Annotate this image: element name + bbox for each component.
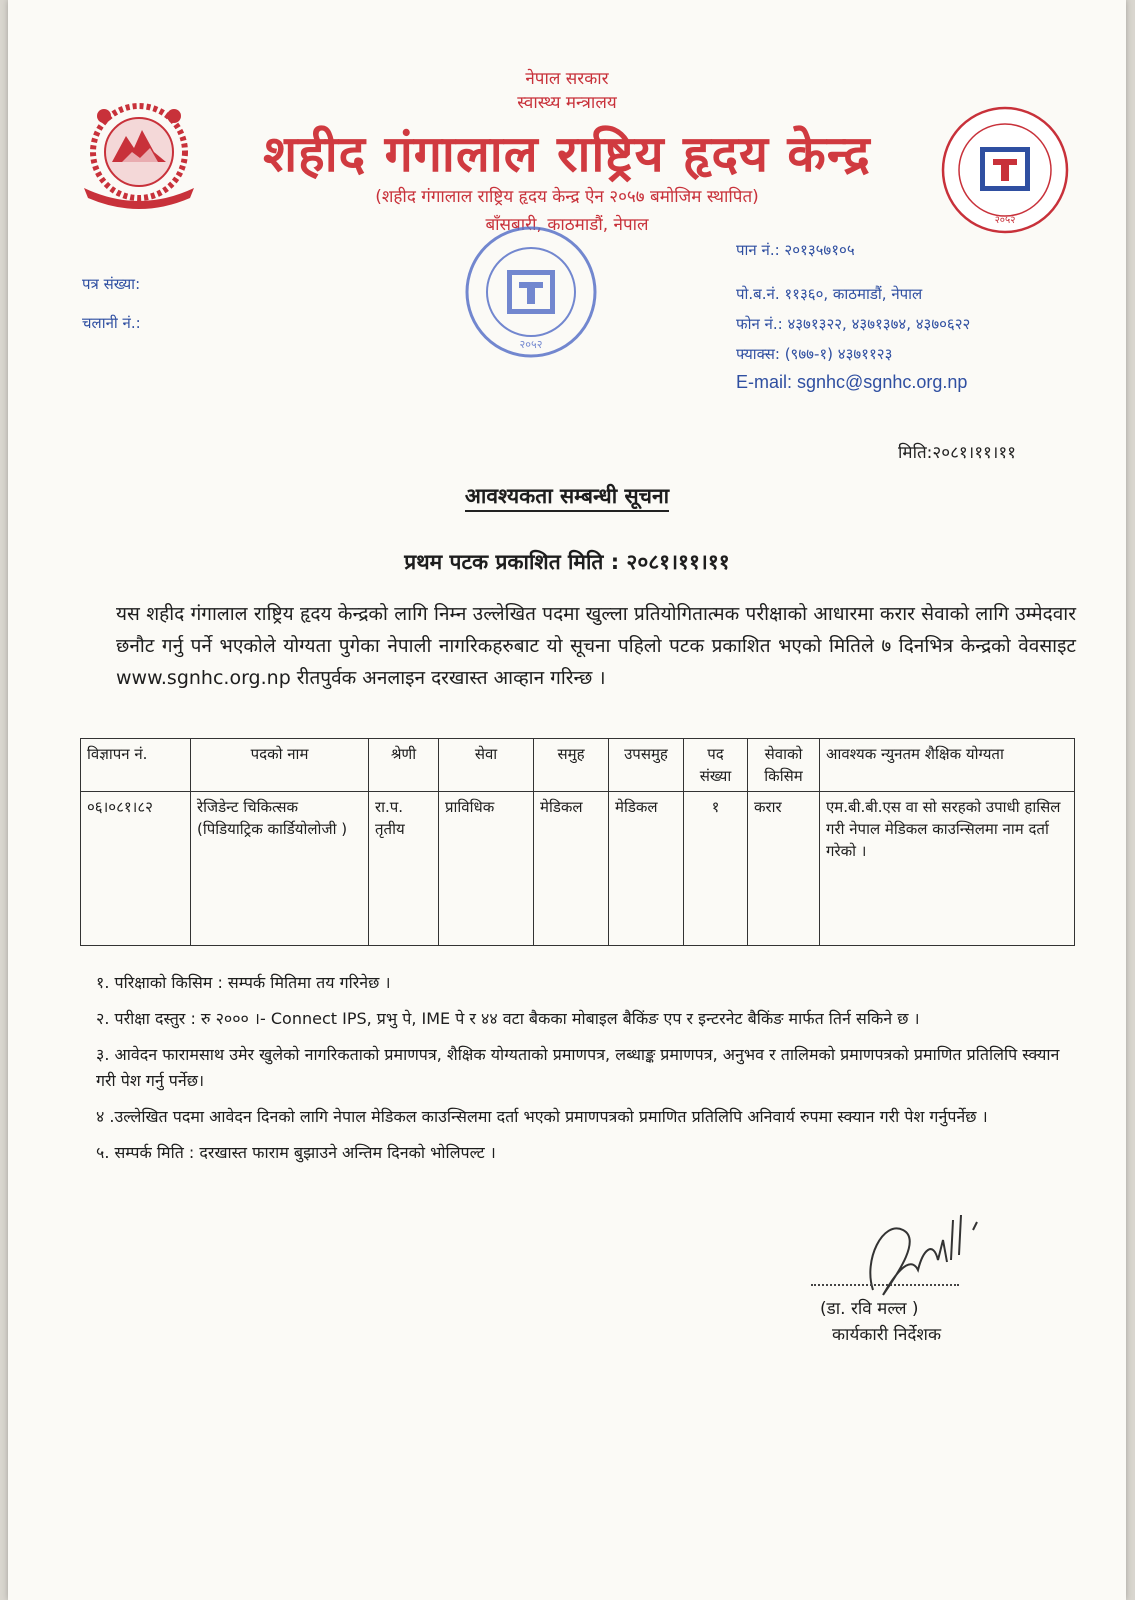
note-item: २. परीक्षा दस्तुर : रु २००० ।- Connect IPS, प्रभु पे, IME पे र ४४ वटा बैकका मोबाइल बैकिंङ एप र इन्टरनेट बैकिंङ मार्फत तिर्न सकिने छ । bbox=[96, 1009, 920, 1028]
note-item: ५. सम्पर्क मिति : दरखास्त फाराम बुझाउने अन्तिम दिनको भोलिपल्ट । bbox=[96, 1143, 496, 1162]
fax-number: फ्याक्स: (९७७-१) ४३७११२३ bbox=[736, 345, 893, 363]
notes-list bbox=[96, 970, 1078, 1176]
table-header-cell: सेवाको किसिम bbox=[748, 739, 820, 792]
table-header-cell: आवश्यक न्युनतम शैक्षिक योग्यता bbox=[820, 739, 1075, 792]
ministry-line: स्वास्थ्य मन्त्रालय bbox=[517, 93, 617, 113]
hospital-address: बाँसबारी, काठमाडौं, नेपाल bbox=[485, 215, 649, 235]
stamp-year-text: २०५२ bbox=[519, 338, 543, 351]
notice-date: मिति:२०८१।११।११ bbox=[898, 443, 1016, 463]
notice-title bbox=[8, 482, 1126, 510]
notice-title-text: आवश्यकता सम्बन्धी सूचना bbox=[465, 484, 669, 512]
note-item: ३. आवेदन फारामसाथ उमेर खुलेको नागरिकताको प्रमाणपत्र, शैक्षिक योग्यताको प्रमाणपत्र, लब्धाङ्क प्रमाणपत्र, अनुभव र तालिमको प्रमाणपत्रको प्रमाणित प्रतिलिपि स्क्यान गरी पेश गर्नु पर्नेछ। bbox=[96, 1045, 1060, 1090]
po-box: पो.ब.नं. ११३६०, काठमाडौं, नेपाल bbox=[736, 285, 923, 303]
table-cell: मेडिकल bbox=[534, 792, 609, 946]
table-header-cell: श्रेणी bbox=[369, 739, 439, 792]
handwritten-signature-icon bbox=[843, 1200, 993, 1310]
signatory-role: कार्यकारी निर्देशक bbox=[832, 1325, 942, 1345]
table-header-cell: समुह bbox=[534, 739, 609, 792]
table-cell: रेजिडेन्ट चिकित्सक (पिडियाट्रिक कार्डियोलोजी ) bbox=[191, 792, 369, 946]
dispatch-number-label: चलानी नं.: bbox=[82, 314, 141, 332]
signatory-name: (डा. रवि मल्ल ) bbox=[820, 1299, 919, 1319]
table-row bbox=[81, 792, 1075, 946]
table-cell: १ bbox=[684, 792, 748, 946]
note-item: १. परिक्षाको किसिम : सम्पर्क मितिमा तय गरिनेछ । bbox=[96, 973, 391, 992]
government-line: नेपाल सरकार bbox=[525, 69, 609, 89]
hospital-logo-icon bbox=[938, 103, 1073, 238]
email-address: E-mail: sgnhc@sgnhc.org.np bbox=[736, 372, 968, 392]
hospital-name: शहीद गंगालाल राष्ट्रिय हृदय केन्द्र bbox=[263, 125, 871, 183]
table-header-cell: विज्ञापन नं. bbox=[81, 739, 191, 792]
table-header-cell: पदको नाम bbox=[191, 739, 369, 792]
first-published-date: प्रथम पटक प्रकाशित मिति : २०८१।११।११ bbox=[404, 550, 730, 574]
table-cell: ०६।०८१।८२ bbox=[81, 792, 191, 946]
logo-year-text: २०५२ bbox=[994, 215, 1016, 226]
notice-document bbox=[8, 0, 1126, 1600]
table-cell: रा.प. तृतीय bbox=[369, 792, 439, 946]
letter-number-label: पत्र संख्या: bbox=[82, 275, 141, 293]
pan-number: पान नं.: २०१३५७१०५ bbox=[736, 241, 855, 259]
table-cell: करार bbox=[748, 792, 820, 946]
table-header-row bbox=[81, 739, 1075, 792]
notice-body: यस शहीद गंगालाल राष्ट्रिय हृदय केन्द्रको लागि निम्न उल्लेखित पदमा खुल्ला प्रतियोगितात्मक परीक्षाको आधारमा करार सेवाको लागि उम्मेदवार छनौट गर्नु पर्ने भएकोले योग्यता पुगेका नेपाली नागरिकहरुबाट यो सूचना पहिलो पटक प्रकाशित भएको मितिले ७ दिनभित्र केन्द्रको वेवसाइट www.sgnhc.org.np रीतपुर्वक अनलाइन दरखास्त आव्हान गरिन्छ । bbox=[116, 603, 1076, 689]
table-header-cell: उपसमुह bbox=[609, 739, 684, 792]
note-item: ४ .उल्लेखित पदमा आवेदन दिनको लागि नेपाल मेडिकल काउन्सिलमा दर्ता भएको प्रमाणपत्रको प्रमाणित प्रतिलिपि अनिवार्य रुपमा स्क्यान गरी पेश गर्नुपर्नेछ । bbox=[96, 1107, 988, 1126]
table-cell: प्राविधिक bbox=[439, 792, 534, 946]
table-header-cell: पद संख्या bbox=[684, 739, 748, 792]
official-stamp-icon bbox=[461, 222, 601, 362]
table-cell: मेडिकल bbox=[609, 792, 684, 946]
establishment-line: (शहीद गंगालाल राष्ट्रिय हृदय केन्द्र ऐन २०५७ बमोजिम स्थापित) bbox=[375, 187, 759, 207]
phone-numbers: फोन नं.: ४३७१३२२, ४३७१३७४, ४३७०६२२ bbox=[736, 315, 971, 333]
table-header-cell: सेवा bbox=[439, 739, 534, 792]
signature-line bbox=[811, 1284, 959, 1286]
table-cell: एम.बी.बी.एस वा सो सरहको उपाधी हासिल गरी नेपाल मेडिकल काउन्सिलमा नाम दर्ता गरेको । bbox=[820, 792, 1075, 946]
vacancy-table bbox=[80, 738, 1075, 946]
